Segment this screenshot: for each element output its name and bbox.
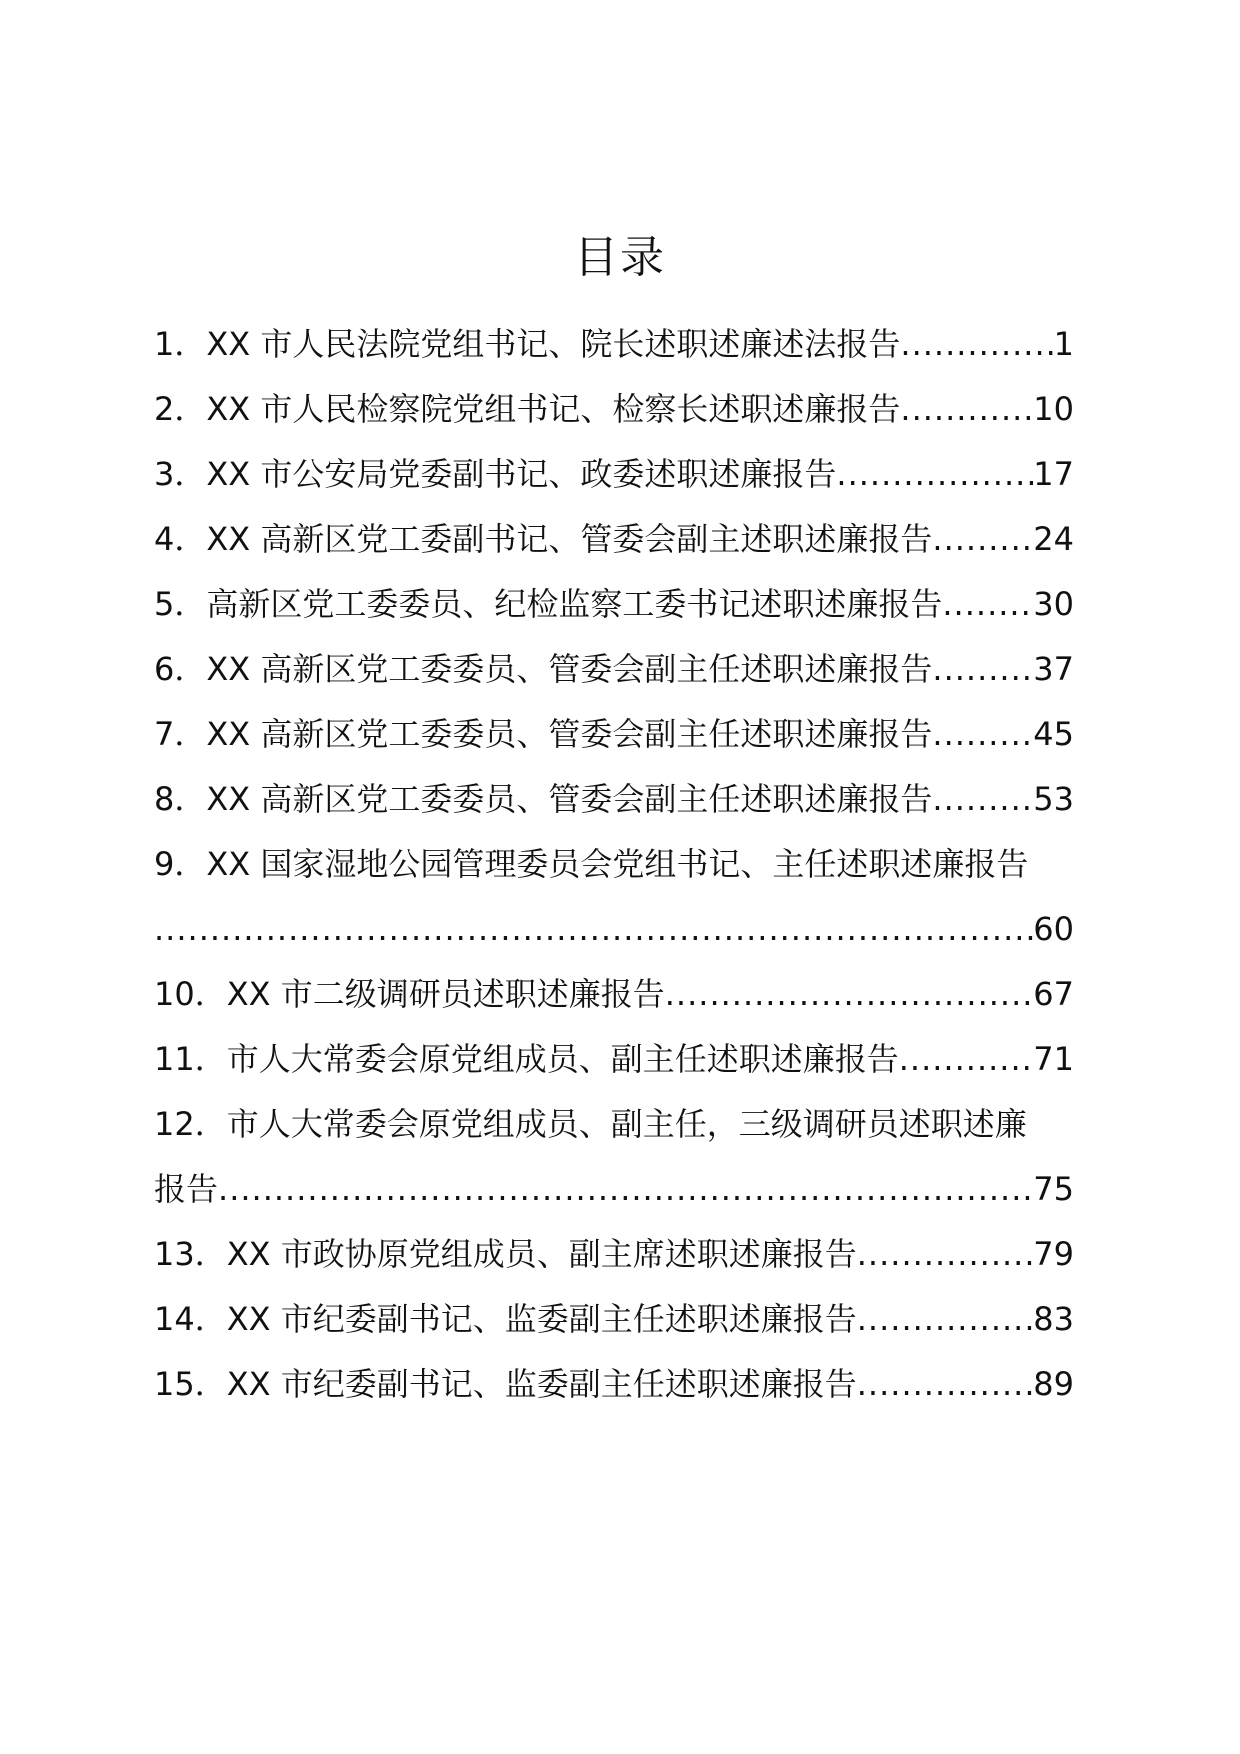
toc-entry-5[interactable] — [154, 572, 1084, 637]
toc-entry-page: 24 — [1033, 520, 1074, 558]
toc-entry-text: 1．XX 市人民法院党组书记、院长述职述廉述法报告 — [154, 325, 901, 363]
toc-leader-dots — [932, 637, 1033, 702]
toc-entry-page: 67 — [1033, 975, 1074, 1013]
toc-entry-11[interactable] — [154, 1027, 1084, 1092]
toc-entry-text: 14．XX 市纪委副书记、监委副主任述职述廉报告 — [154, 1300, 857, 1338]
toc-leader-dots — [154, 897, 1033, 962]
toc-entry-page: 45 — [1033, 715, 1074, 753]
toc-entry-text: 4．XX 高新区党工委副书记、管委会副主述职述廉报告 — [154, 520, 933, 558]
toc-entry-page: 79 — [1033, 1235, 1074, 1273]
toc-entry-page: 75 — [1033, 1170, 1074, 1208]
toc-entry-text: 9．XX 国家湿地公园管理委员会党组书记、主任述职述廉报告 — [154, 845, 1029, 883]
toc-entry-15[interactable] — [154, 1352, 1084, 1417]
toc-entry-text: 6．XX 高新区党工委委员、管委会副主任述职述廉报告 — [154, 650, 933, 688]
toc-entry-text: 7．XX 高新区党工委委员、管委会副主任述职述廉报告 — [154, 715, 933, 753]
toc-entry-text-continued: 报告 — [154, 1170, 219, 1208]
toc-entry-4[interactable] — [154, 507, 1084, 572]
toc-entry-page: 10 — [1033, 390, 1074, 428]
toc-entry-13[interactable] — [154, 1222, 1084, 1287]
toc-entry-8[interactable] — [154, 767, 1084, 832]
toc-entry-9[interactable] — [154, 832, 1084, 962]
toc-leader-dots — [218, 1157, 1033, 1222]
toc-entry-10[interactable] — [154, 962, 1084, 1027]
toc-entry-text: 8．XX 高新区党工委委员、管委会副主任述职述廉报告 — [154, 780, 933, 818]
toc-entry-page: 17 — [1033, 455, 1074, 493]
toc-entry-page: 89 — [1033, 1365, 1074, 1403]
toc-entry-12[interactable] — [154, 1092, 1084, 1222]
toc-entry-text: 2．XX 市人民检察院党组书记、检察长述职述廉报告 — [154, 390, 901, 428]
toc-leader-dots — [899, 1027, 1034, 1092]
toc-entry-text: 5．高新区党工委委员、纪检监察工委书记述职述廉报告 — [154, 585, 943, 623]
toc-leader-dots — [932, 767, 1033, 832]
toc-entry-text: 12．市人大常委会原党组成员、副主任，三级调研员述职述廉 — [154, 1105, 1027, 1143]
toc-entry-text: 13．XX 市政协原党组成员、副主席述职述廉报告 — [154, 1235, 857, 1273]
toc-title: 目录 — [574, 232, 666, 283]
toc-list — [154, 312, 1084, 1417]
toc-leader-dots — [836, 442, 1033, 507]
toc-entry-1[interactable] — [154, 312, 1084, 377]
toc-leader-dots — [857, 1352, 1034, 1417]
toc-entry-3[interactable] — [154, 442, 1084, 507]
toc-leader-dots — [857, 1287, 1034, 1352]
toc-entry-7[interactable] — [154, 702, 1084, 767]
toc-entry-page: 83 — [1033, 1300, 1074, 1338]
toc-leader-dots — [900, 377, 1033, 442]
toc-entry-6[interactable] — [154, 637, 1084, 702]
toc-entry-page: 53 — [1033, 780, 1074, 818]
toc-entry-text: 10．XX 市二级调研员述职述廉报告 — [154, 975, 665, 1013]
toc-entry-page: 71 — [1033, 1040, 1074, 1078]
toc-leader-dots — [942, 572, 1033, 637]
toc-leader-dots — [665, 962, 1034, 1027]
toc-entry-page: 30 — [1033, 585, 1074, 623]
toc-entry-text: 11．市人大常委会原党组成员、副主任述职述廉报告 — [154, 1040, 899, 1078]
toc-entry-page: 37 — [1033, 650, 1074, 688]
toc-leader-dots — [932, 507, 1033, 572]
toc-leader-dots — [900, 312, 1053, 377]
toc-entry-page: 1 — [1053, 325, 1074, 363]
toc-entry-2[interactable] — [154, 377, 1084, 442]
toc-entry-page: 60 — [1033, 910, 1074, 948]
toc-entry-14[interactable] — [154, 1287, 1084, 1352]
toc-entry-text: 3．XX 市公安局党委副书记、政委述职述廉报告 — [154, 455, 837, 493]
toc-leader-dots — [932, 702, 1033, 767]
toc-entry-text: 15．XX 市纪委副书记、监委副主任述职述廉报告 — [154, 1365, 857, 1403]
toc-leader-dots — [857, 1222, 1034, 1287]
